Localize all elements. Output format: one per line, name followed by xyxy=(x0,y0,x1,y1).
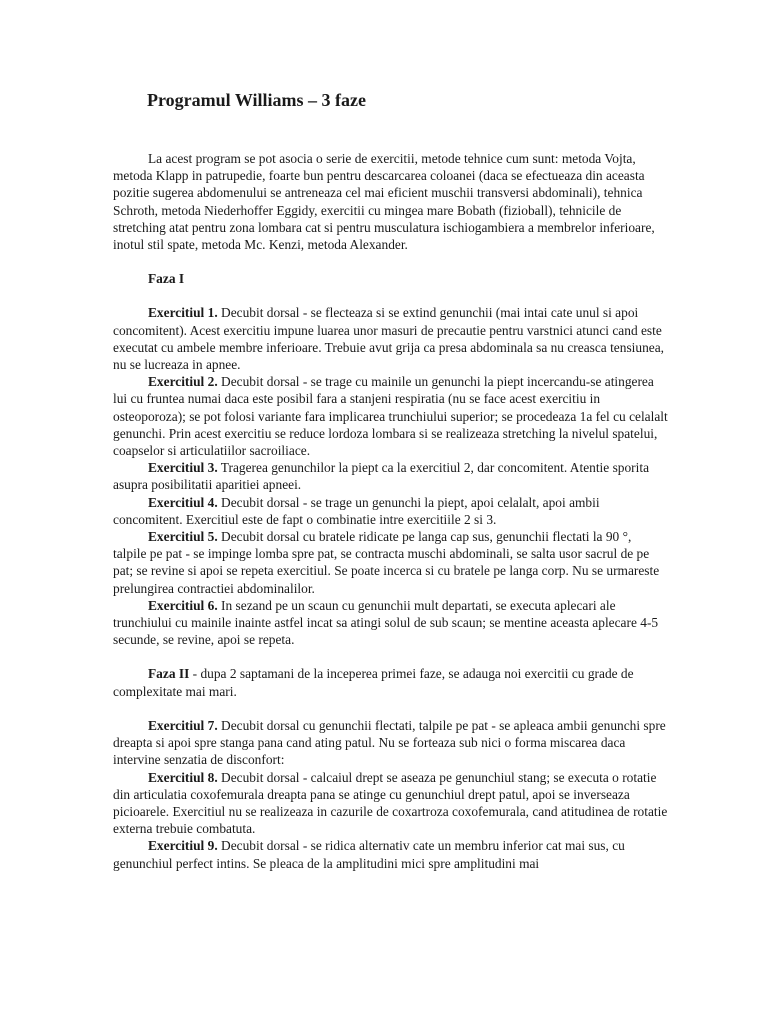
phase-1-exercises xyxy=(113,304,668,648)
exercise-text: Tragerea genunchilor la piept ca la exercitiul 2, dar concomitent. Atentie sporita asupra posibilitatii aparitiei apneei. xyxy=(113,460,650,493)
exercise-text: In sezand pe un scaun cu genunchii mult departati, se executa aplecari ale trunchiului cu mainile inainte astfel incat sa atingi solul de sub scaun; se mentine aceasta aplecare 4-5 secunde, se revine, apoi se repeta. xyxy=(113,597,659,648)
exercise-label: Exercitiul 2. xyxy=(148,374,218,390)
exercise-paragraph xyxy=(113,528,668,597)
exercise-label: Exercitiul 5. xyxy=(148,529,218,545)
exercise-label: Exercitiul 3. xyxy=(148,460,218,476)
exercise-paragraph xyxy=(113,304,668,373)
exercise-paragraph xyxy=(113,459,668,493)
exercise-paragraph xyxy=(113,373,668,459)
exercise-text: Decubit dorsal - se ridica alternativ cate un membru inferior cat mai sus, cu genunchiul perfect intins. Se pleaca de la amplitudini mici spre amplitudini mai xyxy=(113,838,625,871)
exercise-paragraph xyxy=(113,717,668,769)
exercise-paragraph xyxy=(113,837,668,871)
exercise-text: Decubit dorsal - calcaiul drept se aseaza pe genunchiul stang; se executa o rotatie din articulatia coxofemurala dreapta pana se atinge cu genunchiul drept patul, apoi se inverseaza picioarele. Exercitiul nu se realizeaza in cazurile de coxartroza coxofemurala, cand atitudinea de rotatie externa trebuie combatuta. xyxy=(113,769,668,837)
exercise-paragraph xyxy=(113,769,668,838)
phase-2-text: - dupa 2 saptamani de la inceperea primei faze, se adauga noi exercitii cu grade de complexitate mai mari. xyxy=(113,666,634,699)
exercise-label: Exercitiul 7. xyxy=(148,717,218,733)
phase-2-paragraph xyxy=(113,665,668,699)
exercise-label: Exercitiul 6. xyxy=(148,597,218,613)
exercise-paragraph xyxy=(113,494,668,528)
exercise-label: Exercitiul 8. xyxy=(148,769,218,785)
exercise-text: Decubit dorsal cu genunchii flectati, talpile pe pat - se apleaca ambii genunchi spre dreapta si apoi spre stanga pana cand ating patul. Nu se forteaza sub nici o forma miscarea daca intervine senzatia de disconfort: xyxy=(113,717,666,768)
intro-paragraph: La acest program se pot asocia o serie de exercitii, metode tehnice cum sunt: metoda Vojta, metoda Klapp in patrupedie, foarte bun pentru descarcarea coloanei (daca se efectueaza din aceasta pozitie sugerea abdomenului se antreneaza cel mai eficient muschii transversi abdominali), tehnica Schroth, metoda Niederhoffer Eggidy, exercitii cu mingea mare Bobath (fizioball), tehnicile de stretching atat pentru zona lombara cat si pentru musculatura ischiogambiera a membrelor inferioare, inotul stil spate, metoda Mc. Kenzi, metoda Alexander. xyxy=(113,151,655,253)
exercise-text: Decubit dorsal - se trage cu mainile un genunchi la piept incercandu-se atingerea lui cu fruntea numai daca este posibil fara a stanjeni respiratia (nu se face acest exercitiu in osteoporoza); se pot folosi variante fara implicarea trunchiului superior; se procedeaza 1a fel cu celalalt genunchi. Prin acest exercitiu se reduce lordoza lombara si se realizeaza stretching la nivelul spatelui, coapselor si articulatiilor sacroiliace. xyxy=(113,374,668,459)
exercise-label: Exercitiul 4. xyxy=(148,494,218,510)
exercise-text: Decubit dorsal cu bratele ridicate pe langa cap sus, genunchii flectati la 90 °, talpile pe pat - se impinge lomba spre pat, se contracta muschi abdominali, se salta usor sacrul de pe pat; se revine si apoi se repeta exercitiul. Se poate incerca si cu bratele pe langa corp. Nu se urmareste prelungirea contractiei abdominalilor. xyxy=(113,529,660,596)
exercise-text: Decubit dorsal - se flecteaza si se extind genunchii (mai intai cate unul si apoi concomitent). Acest exercitiu impune luarea unor masuri de precautie pentru varstnici atunci cand este executat cu ambele membre inferioare. Trebuie avut grija ca presa abdominala sa nu creasca tensiunea, nu se lucreaza in apnee. xyxy=(113,305,665,373)
phase-2-exercises xyxy=(113,717,668,872)
exercise-label: Exercitiul 9. xyxy=(148,838,218,854)
phase-2-heading: Faza II xyxy=(148,666,190,682)
exercise-paragraph xyxy=(113,597,668,649)
exercise-label: Exercitiul 1. xyxy=(148,305,218,321)
phase-1-heading: Faza I xyxy=(148,271,185,287)
document-title: Programul Williams – 3 faze xyxy=(147,90,366,110)
exercise-text: Decubit dorsal - se trage un genunchi la piept, apoi celalalt, apoi ambii concomitent. Exercitiul este de fapt o combinatie intre exercitiile 2 si 3. xyxy=(113,494,600,527)
